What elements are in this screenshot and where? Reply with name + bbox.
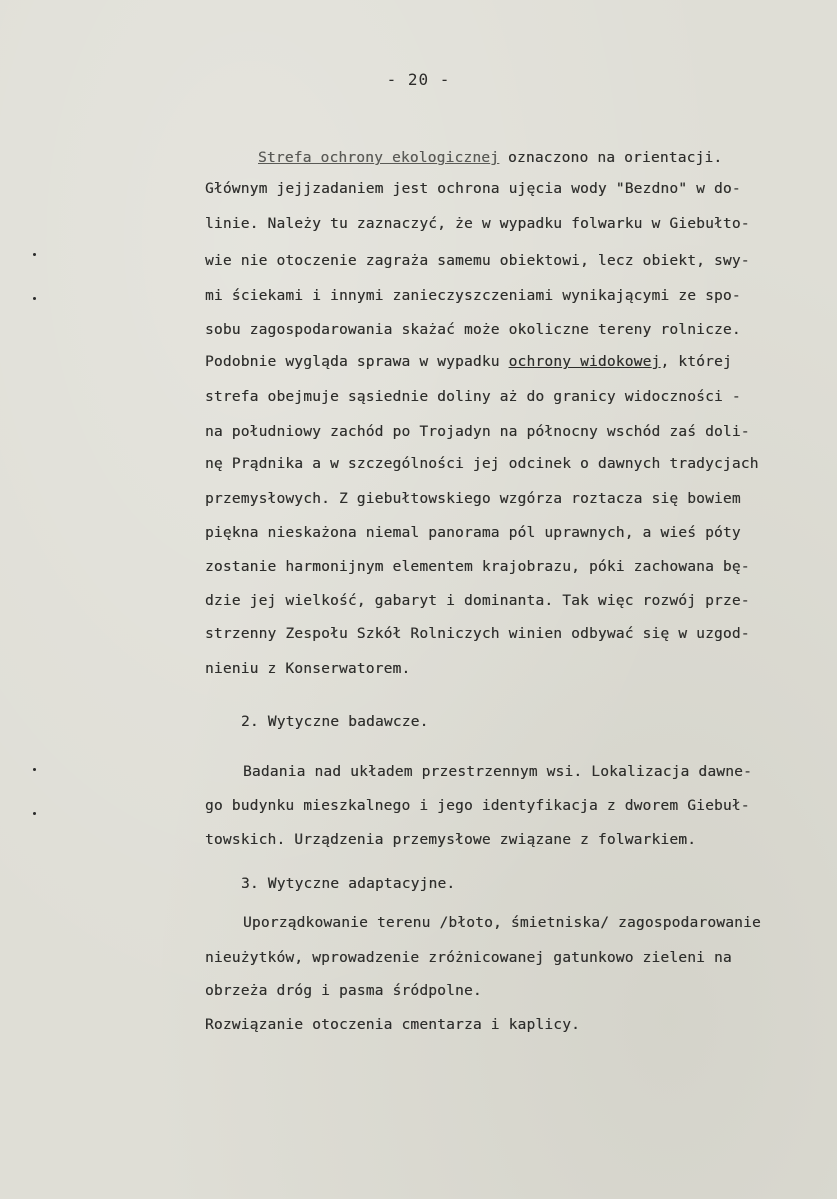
paragraph-line: zostanie harmonijnym elementem krajobrazu, póki zachowana bę- (205, 559, 750, 575)
paragraph-line: go budynku mieszkalnego i jego identyfikacja z dworem Giebuł- (205, 798, 750, 814)
paragraph-line: wie nie otoczenie zagraża samemu obiektowi, lecz obiekt, swy- (205, 253, 750, 269)
punch-hole-mark (33, 297, 36, 300)
paragraph-line: towskich. Urządzenia przemysłowe związane z folwarkiem. (205, 832, 697, 848)
paragraph-line: Uporządkowanie terenu /błoto, śmietniska/ zagospodarowanie (243, 915, 761, 931)
paragraph-line: na południowy zachód po Trojadyn na północny wschód zaś doli- (205, 424, 750, 440)
paragraph-line: linie. Należy tu zaznaczyć, że w wypadku folwarku w Giebułto- (205, 216, 750, 232)
paragraph-line: dzie jej wielkość, gabaryt i dominanta. Tak więc rozwój prze- (205, 593, 750, 609)
paragraph-line: obrzeża dróg i pasma śródpolne. (205, 983, 482, 999)
paragraph-line: Rozwiązanie otoczenia cmentarza i kaplicy. (205, 1017, 581, 1033)
underlined-term: Strefa ochrony ekologicznej (258, 150, 500, 166)
punch-hole-mark (33, 768, 36, 771)
section-heading: 2. Wytyczne badawcze. (241, 714, 429, 730)
paragraph-line: nieużytków, wprowadzenie zróżnicowanej gatunkowo zieleni na (205, 950, 732, 966)
punch-hole-mark (33, 812, 36, 815)
paragraph-line: strzenny Zespołu Szkół Rolniczych winien odbywać się w uzgod- (205, 626, 750, 642)
section-heading: 3. Wytyczne adaptacyjne. (241, 876, 456, 892)
page-number: - 20 - (386, 70, 451, 89)
paragraph-line: nę Prądnika a w szczególności jej odcinek o dawnych tradycjach (205, 456, 759, 472)
paragraph-line: piękna nieskażona niemal panorama pól uprawnych, a wieś póty (205, 525, 741, 541)
paragraph-line: Podobnie wygląda sprawa w wypadku ochrony widokowej, której (205, 354, 732, 370)
paragraph-line: sobu zagospodarowania skażać może okoliczne tereny rolnicze. (205, 322, 741, 338)
paragraph-line: strefa obejmuje sąsiednie doliny aż do granicy widoczności - (205, 389, 741, 405)
paragraph-line: przemysłowych. Z giebułtowskiego wzgórza roztacza się bowiem (205, 491, 741, 507)
paragraph-line: Strefa ochrony ekologicznej oznaczono na orientacji. (258, 150, 723, 166)
paragraph-line: Głównym jejjzadaniem jest ochrona ujęcia wody "Bezdno" w do- (205, 181, 741, 197)
punch-hole-mark (33, 253, 36, 256)
paragraph-line: Badania nad układem przestrzennym wsi. Lokalizacja dawne- (243, 764, 752, 780)
paragraph-line: mi ściekami i innymi zanieczyszczeniami wynikającymi ze spo- (205, 288, 741, 304)
paragraph-line: nieniu z Konserwatorem. (205, 661, 411, 677)
underlined-term: ochrony widokowej (508, 354, 661, 370)
